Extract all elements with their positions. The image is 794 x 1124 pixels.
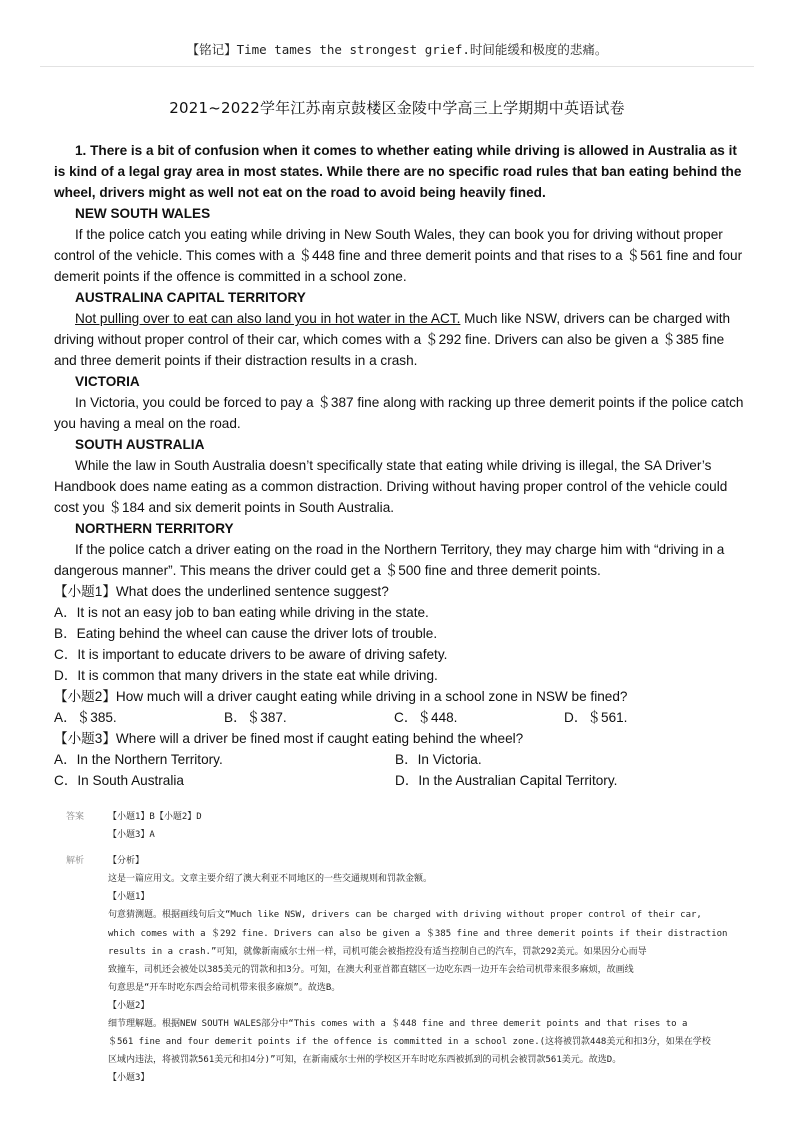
analysis-line: 句意猜测题。根据画线句后文“Much like NSW, drivers can be charged with driving without proper control of their car, [108,910,702,921]
q1-option-b: B．Eating behind the wheel can cause the driver lots of trouble. [54,626,438,641]
q3-option-b: B．In Victoria. [395,752,482,767]
question-body [54,140,744,791]
analysis-line: 区域内违法，将被罚款561美元和扣4分)”可知，在新南威尔士州的学校区开车时吃东西被抓到的司机会被罚款561美元。故选D。 [108,1055,622,1066]
q1-option-c: C．It is important to educate drivers to be aware of driving safety. [54,647,448,662]
question-1: 【小题1】What does the underlined sentence suggest? [54,584,389,599]
section-heading-nt: NORTHERN TERRITORY [75,521,234,536]
question-2: 【小题2】How much will a driver caught eating while driving in a school zone in NSW be fined? [54,689,628,704]
q2-options [54,707,744,728]
section-heading-sa: SOUTH AUSTRALIA [75,437,205,452]
header-motto: 【铭记】Time tames the strongest grief.时间能缓和极度的悲痛。 [186,42,608,57]
q2-option-a: A．＄385. [54,710,117,725]
answer-line-2: 【小题3】A [108,830,155,841]
q2-option-b: B．＄387. [224,710,287,725]
underlined-sentence: Not pulling over to eat can also land you in hot water in the ACT. [75,311,461,326]
analysis-line: 句意思是“开车时吃东西会给司机带来很多麻烦”。故选B。 [108,982,341,993]
section-text-nsw: If the police catch you eating while driving in New South Wales, they can book you for driving without proper control of the vehicle. This comes with a ＄448 fine and three demerit points and that rises to a ＄561 fine and four demerit points if the offence is committed in a school zone. [54,227,743,284]
answer-line-1: 【小题1】B【小题2】D [108,812,202,822]
section-text-nt: If the police catch a driver eating on the road in the Northern Territory, they may charge him with “driving in a dangerous manner”. This means the driver could get a ＄500 fine and three demerit points. [54,542,725,578]
section-heading-nsw: NEW SOUTH WALES [75,206,211,221]
header-divider [40,66,754,67]
analysis-row [66,852,746,1087]
section-text-sa: While the law in South Australia doesn’t specifically state that eating while driving is illegal, the SA Driver’s Handbook does name eating as a common distraction. Driving without having proper control of the vehicle could cost you ＄184 and six demerit points in South Australia. [54,458,728,515]
q1-option-d: D．It is common that many drivers in the state eat while driving. [54,668,438,683]
q3-option-c: C．In South Australia [54,773,184,788]
act-text-rest: Much like NSW, drivers can be charged with driving without proper control of their car, which comes with a ＄292 fine. Drivers can also be given a ＄385 fine and three demerit points if their distraction results in a crash. [54,311,731,368]
analysis-line: 【小题2】 [108,1000,150,1011]
q3-option-d: D．In the Australian Capital Territory. [395,773,618,788]
analysis-line: 【分析】 [108,856,145,867]
section-heading-vic: VICTORIA [75,374,140,389]
page-title: 2021~2022学年江苏南京鼓楼区金陵中学高三上学期期中英语试卷 [169,99,625,117]
analysis-line: which comes with a ＄292 fine. Drivers can also be given a ＄385 fine and three demerit points if their distraction [108,928,728,939]
analysis-line: 【小题1】 [108,892,150,903]
q2-option-d: D．＄561. [564,710,628,725]
section-text-vic: In Victoria, you could be forced to pay a ＄387 fine along with racking up three demerit points if the police catch you having a meal on the road. [54,395,744,431]
q3-options-row-1 [54,749,744,770]
analysis-label: 解析 [66,856,85,867]
answer-label: 答案 [66,812,85,822]
q3-option-a: A．In the Northern Territory. [54,752,223,767]
analysis-line: 致撞车，司机还会被处以385美元的罚款和扣3分。可知，在澳大利亚首都直辖区一边吃东西一边开车会给司机带来很多麻烦，故画线 [108,964,634,975]
analysis-line: ＄561 fine and four demerit points if the offence is committed in a school zone.(这将被罚款448美元和扣3分，如果在学校 [108,1037,711,1048]
q1-option-a: A．It is not an easy job to ban eating while driving in the state. [54,605,429,620]
answer-analysis-block [66,808,746,1087]
q2-option-c: C．＄448. [394,710,458,725]
section-text-act [54,308,744,371]
analysis-line: results in a crash.”可知，就像新南威尔士州一样，司机可能会被指控没有适当控制自己的汽车，罚款292美元。如果因分心而导 [108,946,647,957]
answer-row [66,808,746,844]
analysis-line: 这是一篇应用文。文章主要介绍了澳大利亚不同地区的一些交通规则和罚款金额。 [108,874,433,885]
passage-intro: 1. There is a bit of confusion when it comes to whether eating while driving is allowed in Australia as it is kind of a legal gray area in most states. While there are no specific road rules that ban eating behind the wheel, drivers might as well not eat on the road to avoid being heavily fined. [54,143,742,200]
section-heading-act: AUSTRALINA CAPITAL TERRITORY [75,290,306,305]
question-3: 【小题3】Where will a driver be fined most if caught eating behind the wheel? [54,731,524,746]
analysis-line: 【小题3】 [108,1073,150,1084]
analysis-line: 细节理解题。根据NEW SOUTH WALES部分中“This comes with a ＄448 fine and three demerit points and that rises to a [108,1019,688,1030]
q3-options-row-2 [54,770,744,791]
